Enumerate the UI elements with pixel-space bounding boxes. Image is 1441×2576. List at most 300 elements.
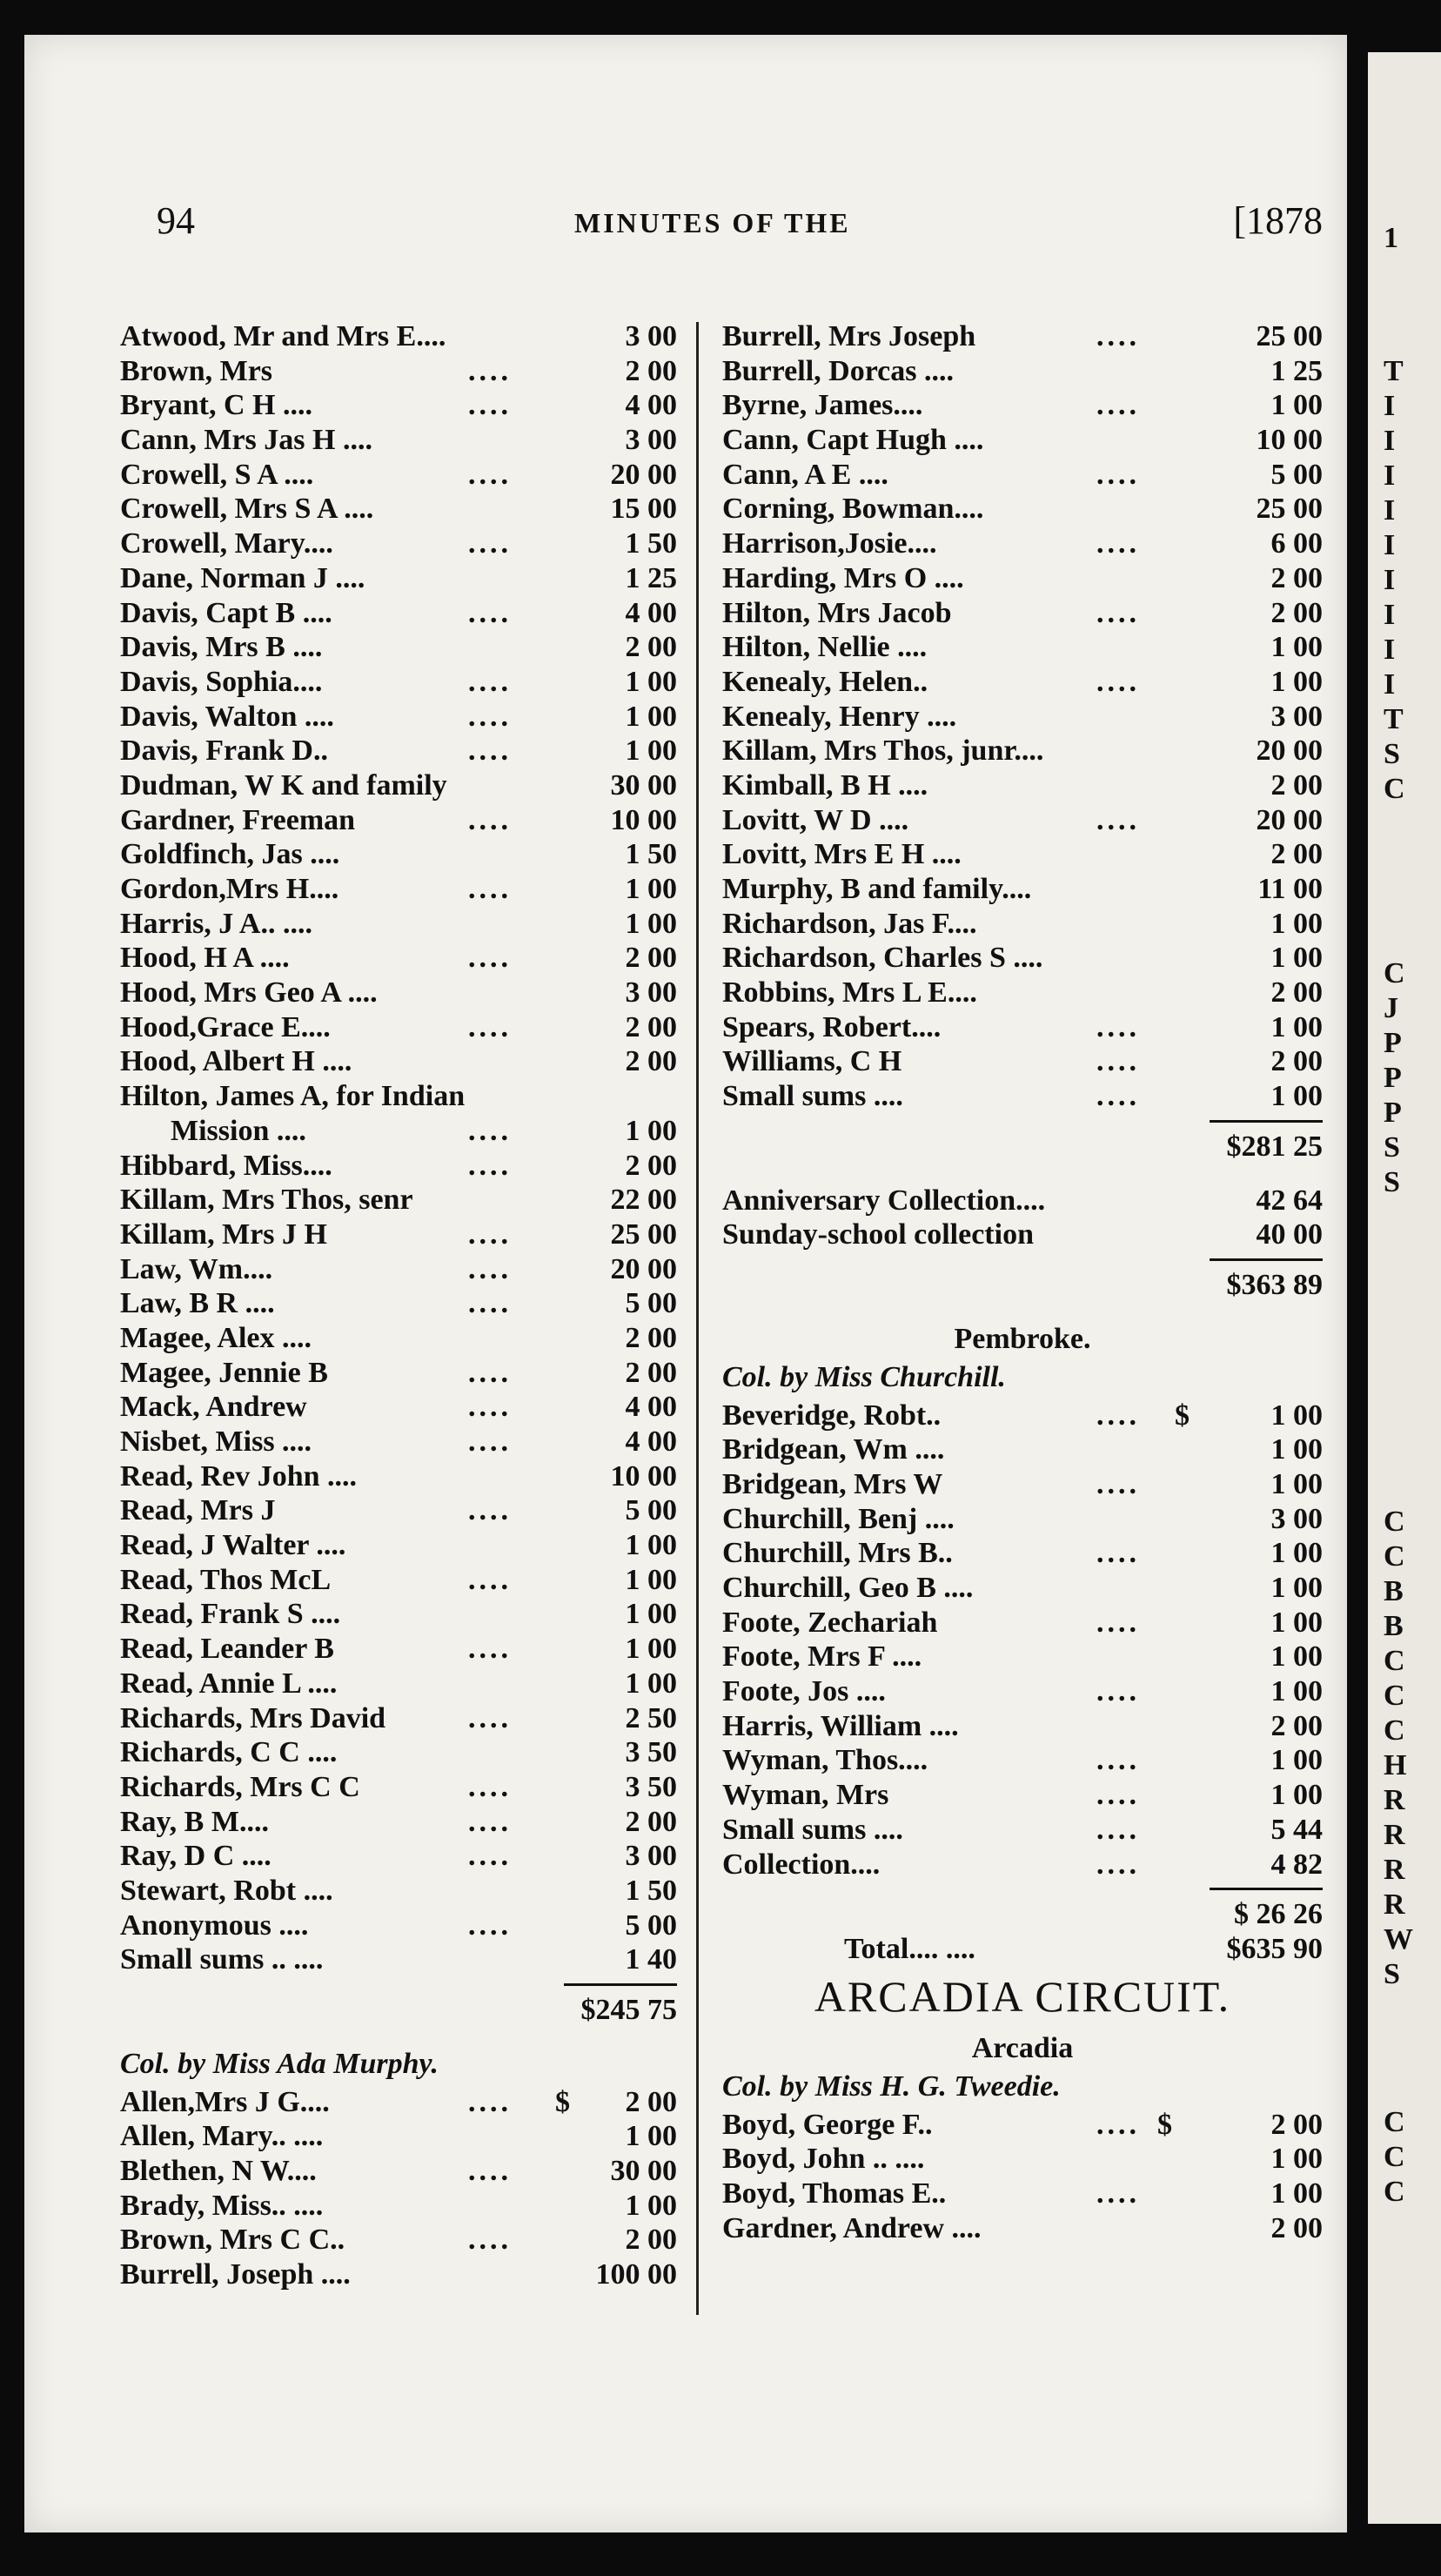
- ledger-row: [120, 527, 677, 562]
- ledger-row: [120, 2258, 677, 2293]
- donor-name: Murphy, B and family....: [722, 873, 1032, 905]
- ledger-row: [120, 355, 677, 390]
- ledger-row: [120, 873, 677, 908]
- adjacent-page-letter: C: [1384, 957, 1405, 989]
- amount: 20 00: [610, 458, 677, 491]
- amount: 1 00: [625, 1633, 677, 1666]
- leader-dots: ....: [468, 1909, 512, 1942]
- donor-name: Kimball, B H ....: [722, 768, 928, 802]
- ledger-row: [120, 1391, 677, 1426]
- adjacent-page-letter: I: [1384, 564, 1396, 596]
- amount: 2 00: [1270, 768, 1323, 802]
- donor-name: Hood, Albert H ....: [120, 1045, 352, 1078]
- leader-dots: ....: [468, 873, 512, 905]
- ledger-row: [722, 527, 1323, 562]
- ledger-row: [120, 2190, 677, 2224]
- amount: 1 50: [625, 1874, 677, 1907]
- donor-name: Law, Wm....: [120, 1252, 273, 1285]
- total-row: [120, 1994, 677, 2029]
- leader-dots: ....: [468, 527, 512, 560]
- amount: 1 00: [1270, 1080, 1323, 1113]
- amount: 1 00: [1270, 1433, 1323, 1466]
- amount: 1 00: [1270, 1744, 1323, 1777]
- donor-name: Killam, Mrs Thos, junr....: [722, 735, 1044, 768]
- leader-dots: ....: [1096, 1467, 1140, 1500]
- leader-dots: ....: [468, 700, 512, 733]
- ledger-row: [120, 1909, 677, 1944]
- ledger-row: [120, 1357, 677, 1392]
- sum-rule: [1210, 1888, 1323, 1890]
- total-row: [722, 1898, 1323, 1933]
- donor-name: Beveridge, Robt..: [722, 1399, 942, 1432]
- ledger-row: [120, 493, 677, 527]
- donor-name: Burrell, Joseph ....: [120, 2258, 351, 2291]
- adjacent-page-letter: T: [1384, 355, 1404, 387]
- leader-dots: ....: [1096, 1606, 1140, 1639]
- ledger-row: [120, 1667, 677, 1702]
- ledger-row: [120, 2086, 677, 2121]
- leader-dots: ....: [468, 1252, 512, 1285]
- ledger-row: [120, 1080, 677, 1115]
- donor-name: Kenealy, Henry ....: [722, 700, 957, 733]
- donor-name: Kenealy, Helen..: [722, 665, 928, 698]
- amount: 2 00: [625, 1045, 677, 1078]
- ledger-row: [120, 1426, 677, 1460]
- amount: 1 00: [625, 665, 677, 698]
- adjacent-page-letter: I: [1384, 460, 1396, 492]
- amount: 1 00: [625, 1563, 677, 1596]
- ledger-row: [120, 320, 677, 355]
- ledger-row: [722, 666, 1323, 701]
- amount: 2 00: [1270, 976, 1323, 1010]
- ledger-row: [722, 493, 1323, 527]
- amount: 1 00: [1270, 1572, 1323, 1604]
- leader-dots: ....: [1096, 1537, 1140, 1570]
- amount: 1 00: [1270, 907, 1323, 940]
- ledger-row: [722, 1710, 1323, 1745]
- leader-dots: ....: [468, 942, 512, 975]
- donor-name: Read, Thos McL: [120, 1563, 332, 1596]
- ledger-row: [722, 908, 1323, 943]
- adjacent-page-letter: I: [1384, 494, 1396, 527]
- leader-dots: ....: [468, 596, 512, 629]
- amount: 2 00: [625, 354, 677, 387]
- amount: 10 00: [1256, 424, 1323, 457]
- donor-name: Byrne, James....: [722, 389, 923, 422]
- collector-heading: Col. by Miss H. G. Tweedie.: [722, 2070, 1061, 2103]
- leader-dots: ....: [468, 458, 512, 491]
- adjacent-page-letter: H: [1384, 1749, 1407, 1781]
- adjacent-page-letter: I: [1384, 390, 1396, 422]
- sum-rule-row: [722, 1882, 1323, 1898]
- amount: 3 00: [625, 1840, 677, 1873]
- amount: 10 00: [610, 1459, 677, 1493]
- amount: 3 00: [625, 320, 677, 352]
- amount: 2 00: [625, 1010, 677, 1043]
- amount: 2 00: [1270, 2108, 1323, 2141]
- ledger-row: [120, 976, 677, 1011]
- amount: 3 00: [1270, 1502, 1323, 1535]
- ledger-row: [722, 1433, 1323, 1468]
- amount: 1 40: [625, 1943, 677, 1976]
- donor-name: Ray, D C ....: [120, 1840, 271, 1873]
- leader-dots: ....: [1096, 1045, 1140, 1078]
- amount: 4 82: [1270, 1848, 1323, 1881]
- donor-name: Harris, J A.. ....: [120, 907, 312, 940]
- amount: 2 00: [625, 631, 677, 664]
- donor-name: Harding, Mrs O ....: [722, 561, 964, 594]
- amount: 15 00: [610, 493, 677, 526]
- donor-name: Anniversary Collection....: [722, 1184, 1046, 1217]
- donor-name: Killam, Mrs Thos, senr: [120, 1184, 413, 1217]
- ledger-row: [120, 666, 677, 701]
- amount: 3 00: [1270, 700, 1323, 733]
- ledger-row: [120, 735, 677, 769]
- donor-name: Dane, Norman J ....: [120, 561, 365, 594]
- amount: 25 00: [1256, 493, 1323, 526]
- ledger-row: [722, 1640, 1323, 1675]
- amount: 25 00: [1256, 320, 1323, 352]
- adjacent-page-letter: C: [1384, 1540, 1405, 1573]
- donor-name: Dudman, W K and family: [120, 768, 447, 802]
- leader-dots: ....: [468, 1149, 512, 1182]
- donor-name: Lovitt, W D ....: [722, 803, 909, 836]
- donor-name: Read, J Walter ....: [120, 1529, 346, 1562]
- ledger-row: [120, 908, 677, 943]
- donor-name: Lovitt, Mrs E H ....: [722, 838, 962, 871]
- ledger-row: [722, 631, 1323, 666]
- leader-dots: ....: [468, 1805, 512, 1838]
- sum-rule-row: [120, 1978, 677, 1994]
- leader-dots: ....: [468, 1391, 512, 1424]
- leader-dots: ....: [1096, 1399, 1140, 1432]
- ledger-row: [120, 1633, 677, 1667]
- donor-name: Davis, Mrs B ....: [120, 631, 323, 664]
- ledger-row: [722, 1537, 1323, 1572]
- ledger-row: [120, 1460, 677, 1495]
- ledger-row: [120, 1771, 677, 1806]
- amount: 2 00: [1270, 1709, 1323, 1742]
- adjacent-page-letter: B: [1384, 1575, 1404, 1607]
- adjacent-page-letter: S: [1384, 1958, 1400, 1990]
- adjacent-page-letter: C: [1384, 1714, 1405, 1747]
- donor-name: Williams, C H: [722, 1045, 902, 1078]
- page-number: 94: [157, 199, 195, 242]
- dollar-sign: $: [1157, 2108, 1172, 2141]
- leader-dots: ....: [1096, 1010, 1140, 1043]
- adjacent-page-letter: C: [1384, 2176, 1405, 2208]
- leader-dots: ....: [468, 1114, 512, 1147]
- ledger-row: [120, 1184, 677, 1218]
- ledger-row: [722, 701, 1323, 735]
- sum-rule-row: [722, 1115, 1323, 1130]
- amount: 2 00: [625, 2085, 677, 2118]
- amount: 3 50: [625, 1770, 677, 1803]
- amount: 3 50: [625, 1736, 677, 1769]
- amount: 1 00: [1270, 665, 1323, 698]
- donor-name: Foote, Mrs F ....: [722, 1640, 922, 1674]
- amount: 4 00: [625, 1426, 677, 1458]
- left-column: [120, 320, 677, 2293]
- leader-dots: ....: [468, 1840, 512, 1873]
- ledger-row: [120, 1494, 677, 1529]
- ledger-row: [722, 1503, 1323, 1538]
- ledger-row: [722, 1814, 1323, 1848]
- section-heading-pembroke: Pembroke.: [954, 1322, 1091, 1355]
- amount: 2 00: [1270, 2211, 1323, 2244]
- ledger-row: [120, 631, 677, 666]
- ledger-row: [722, 1080, 1323, 1115]
- adjacent-page-letter: I: [1384, 599, 1396, 631]
- ledger-row: [120, 459, 677, 493]
- donor-name: Burrell, Dorcas ....: [722, 354, 954, 387]
- amount: 1 00: [1270, 1537, 1323, 1570]
- donor-name: Nisbet, Miss ....: [120, 1426, 312, 1458]
- amount: 40 00: [1256, 1218, 1323, 1251]
- total-amount: $245 75: [580, 1994, 677, 2026]
- adjacent-page-letter: W: [1384, 1923, 1413, 1955]
- amount: 5 00: [625, 1287, 677, 1320]
- collector-heading: Col. by Miss Ada Murphy.: [120, 2047, 439, 2080]
- amount: 4 00: [625, 389, 677, 422]
- ledger-row: [120, 2120, 677, 2155]
- ledger-row: [722, 1218, 1323, 1253]
- leader-dots: ....: [1096, 1675, 1140, 1708]
- leader-dots: ....: [468, 1218, 512, 1251]
- donor-name: Gardner, Freeman: [120, 803, 356, 836]
- ledger-row: [722, 424, 1323, 459]
- ledger-row: [722, 1607, 1323, 1641]
- amount: 1 00: [625, 1598, 677, 1631]
- donor-name: Crowell, Mary....: [120, 527, 333, 560]
- amount: 1 00: [625, 2120, 677, 2153]
- amount: 11 00: [1257, 873, 1323, 905]
- donor-name: Magee, Alex ....: [120, 1321, 312, 1354]
- adjacent-page-letter: P: [1384, 1097, 1402, 1129]
- amount: 22 00: [610, 1184, 677, 1217]
- leader-dots: ....: [1096, 458, 1140, 491]
- amount: 1 00: [1270, 1640, 1323, 1674]
- amount: 1 00: [625, 2189, 677, 2222]
- ledger-row: [722, 1572, 1323, 1607]
- amount: 1 50: [625, 527, 677, 560]
- ledger-row: [120, 1115, 677, 1150]
- donor-name: Richards, C C ....: [120, 1736, 338, 1769]
- ledger-row: [120, 804, 677, 839]
- amount: 20 00: [1256, 803, 1323, 836]
- donor-name: Wyman, Thos....: [722, 1744, 928, 1777]
- amount: 2 00: [1270, 838, 1323, 871]
- amount: 4 00: [625, 596, 677, 629]
- sum-rule: [1210, 1258, 1323, 1261]
- adjacent-page-edge: [1368, 52, 1441, 2524]
- ledger-row: [120, 769, 677, 804]
- amount: 1 25: [625, 561, 677, 594]
- dollar-sign: $: [1175, 1399, 1190, 1432]
- amount: 100 00: [595, 2258, 677, 2291]
- amount: 1 00: [625, 873, 677, 905]
- total-amount: $363 89: [1226, 1268, 1323, 1301]
- adjacent-page-letter: S: [1384, 1166, 1400, 1198]
- adjacent-page-letter: R: [1384, 1854, 1405, 1886]
- amount: 1 25: [1270, 354, 1323, 387]
- amount: 1 00: [1270, 1467, 1323, 1500]
- ledger-row: [120, 1150, 677, 1184]
- leader-dots: ....: [468, 1426, 512, 1458]
- amount: 3 00: [625, 424, 677, 457]
- page-header: [131, 198, 1323, 251]
- amount: 5 00: [1270, 458, 1323, 491]
- ledger-row: [722, 389, 1323, 424]
- donor-name: Richards, Mrs C C: [120, 1770, 360, 1803]
- leader-dots: ....: [468, 354, 512, 387]
- donor-name: Churchill, Mrs B..: [722, 1537, 953, 1570]
- amount: 1 00: [625, 1529, 677, 1562]
- amount: 20 00: [610, 1252, 677, 1285]
- leader-dots: ....: [468, 1701, 512, 1734]
- adjacent-page-letter: B: [1384, 1610, 1404, 1642]
- donor-name: Robbins, Mrs L E....: [722, 976, 977, 1010]
- donor-name: Richards, Mrs David: [120, 1701, 386, 1734]
- ledger-row: [120, 597, 677, 632]
- donor-name: Bridgean, Mrs W: [722, 1467, 943, 1500]
- ledger-row: [120, 2155, 677, 2190]
- leader-dots: ....: [468, 1770, 512, 1803]
- donor-name: Wyman, Mrs: [722, 1779, 889, 1812]
- ledger-row: [120, 1702, 677, 1737]
- amount: 5 44: [1270, 1813, 1323, 1846]
- leader-dots: ....: [1096, 596, 1140, 629]
- leader-dots: ....: [468, 2155, 512, 2188]
- leader-dots: ....: [1096, 2177, 1140, 2210]
- amount: 1 00: [1270, 1606, 1323, 1639]
- amount: 2 50: [625, 1701, 677, 1734]
- ledger-row: [722, 2109, 1323, 2143]
- year-marker: [1878: [1233, 199, 1323, 242]
- donor-name: Foote, Zechariah: [722, 1606, 938, 1639]
- donor-name: Mission ....: [171, 1114, 306, 1147]
- donor-name: Davis, Capt B ....: [120, 596, 332, 629]
- leader-dots: ....: [1096, 1848, 1140, 1881]
- donor-name: Stewart, Robt ....: [120, 1874, 333, 1907]
- amount: 25 00: [610, 1218, 677, 1251]
- donor-name: Allen,Mrs J G....: [120, 2085, 330, 2118]
- donor-name: Law, B R ....: [120, 1287, 275, 1320]
- donor-name: Bridgean, Wm ....: [722, 1433, 945, 1466]
- donor-name: Read, Rev John ....: [120, 1459, 358, 1493]
- leader-dots: ....: [1096, 665, 1140, 698]
- adjacent-page-letter: T: [1384, 703, 1404, 735]
- donor-name: Small sums ....: [722, 1813, 903, 1846]
- leader-dots: ....: [1096, 527, 1140, 560]
- ledger-row: [120, 1840, 677, 1875]
- donor-name: Small sums ....: [722, 1080, 903, 1113]
- donor-name: Hilton, Nellie ....: [722, 631, 928, 664]
- donor-name: Read, Leander B: [120, 1633, 334, 1666]
- leader-dots: ....: [1096, 1744, 1140, 1777]
- donor-name: Read, Frank S ....: [120, 1598, 341, 1631]
- ledger-row: [120, 838, 677, 873]
- amount: 42 64: [1256, 1184, 1323, 1217]
- running-title: MINUTES OF THE: [574, 207, 851, 238]
- ledger-row: [722, 2212, 1323, 2247]
- total-row: [722, 1269, 1323, 1304]
- ledger-row: [120, 1598, 677, 1633]
- donor-name: Gordon,Mrs H....: [120, 873, 339, 905]
- leader-dots: ....: [1096, 1779, 1140, 1812]
- ledger-row: [120, 389, 677, 424]
- amount: 2 00: [1270, 561, 1323, 594]
- adjacent-page-letter: J: [1384, 992, 1398, 1024]
- adjacent-page-letter: C: [1384, 1506, 1405, 1538]
- leader-dots: ....: [468, 1287, 512, 1320]
- amount: 2 00: [625, 1149, 677, 1182]
- adjacent-page-letter: R: [1384, 1819, 1405, 1851]
- donor-name: Cann, Mrs Jas H ....: [120, 424, 372, 457]
- leader-dots: ....: [468, 389, 512, 422]
- amount: 3 00: [625, 976, 677, 1010]
- ledger-row: [722, 1779, 1323, 1814]
- total-label: Total.... ....: [844, 1932, 975, 1965]
- amount: 5 00: [625, 1909, 677, 1942]
- amount: 1 00: [1270, 2177, 1323, 2210]
- donor-name: Killam, Mrs J H: [120, 1218, 327, 1251]
- amount: 1 00: [1270, 2143, 1323, 2176]
- amount: 1 00: [1270, 1675, 1323, 1708]
- amount: 1 00: [1270, 631, 1323, 664]
- amount: 1 00: [625, 1667, 677, 1700]
- donor-name: Gardner, Andrew ....: [722, 2211, 982, 2244]
- amount: 2 00: [1270, 1045, 1323, 1078]
- ledger-row: [120, 1287, 677, 1322]
- collector-heading: Col. by Miss Churchill.: [722, 1360, 1006, 1393]
- leader-dots: ....: [468, 1633, 512, 1666]
- leader-dots: ....: [468, 2224, 512, 2257]
- ledger-row: [120, 2224, 677, 2258]
- donor-name: Davis, Walton ....: [120, 700, 334, 733]
- donor-name: Sunday-school collection: [722, 1218, 1034, 1251]
- ledger-row: [722, 597, 1323, 632]
- donor-name: Small sums .. ....: [120, 1943, 324, 1976]
- amount: 2 00: [625, 942, 677, 975]
- amount: 1 00: [1270, 1010, 1323, 1043]
- donor-name: Brady, Miss.. ....: [120, 2189, 324, 2222]
- leader-dots: ....: [468, 735, 512, 768]
- donor-name: Richardson, Jas F....: [722, 907, 977, 940]
- adjacent-page-letter: C: [1384, 1680, 1405, 1712]
- leader-dots: ....: [468, 1356, 512, 1389]
- ledger-row: [120, 562, 677, 597]
- amount: 30 00: [610, 768, 677, 802]
- amount: 1 00: [625, 735, 677, 768]
- right-column: [722, 320, 1323, 2246]
- total-amount: $ 26 26: [1234, 1898, 1323, 1931]
- donor-name: Richardson, Charles S ....: [722, 942, 1043, 975]
- amount: 2 00: [625, 1321, 677, 1354]
- donor-name: Ray, B M....: [120, 1805, 269, 1838]
- adjacent-page-letter: I: [1384, 634, 1396, 666]
- amount: 2 00: [625, 2224, 677, 2257]
- donor-name: Crowell, S A ....: [120, 458, 314, 491]
- ledger-row: [120, 1011, 677, 1046]
- ledger-row: [120, 1253, 677, 1288]
- adjacent-page-letter: C: [1384, 2141, 1405, 2173]
- adjacent-page-letter: I: [1384, 668, 1396, 701]
- donor-name: Harris, William ....: [722, 1709, 959, 1742]
- donor-name: Goldfinch, Jas ....: [120, 838, 340, 871]
- donor-name: Foote, Jos ....: [722, 1675, 886, 1708]
- amount: 6 00: [1270, 527, 1323, 560]
